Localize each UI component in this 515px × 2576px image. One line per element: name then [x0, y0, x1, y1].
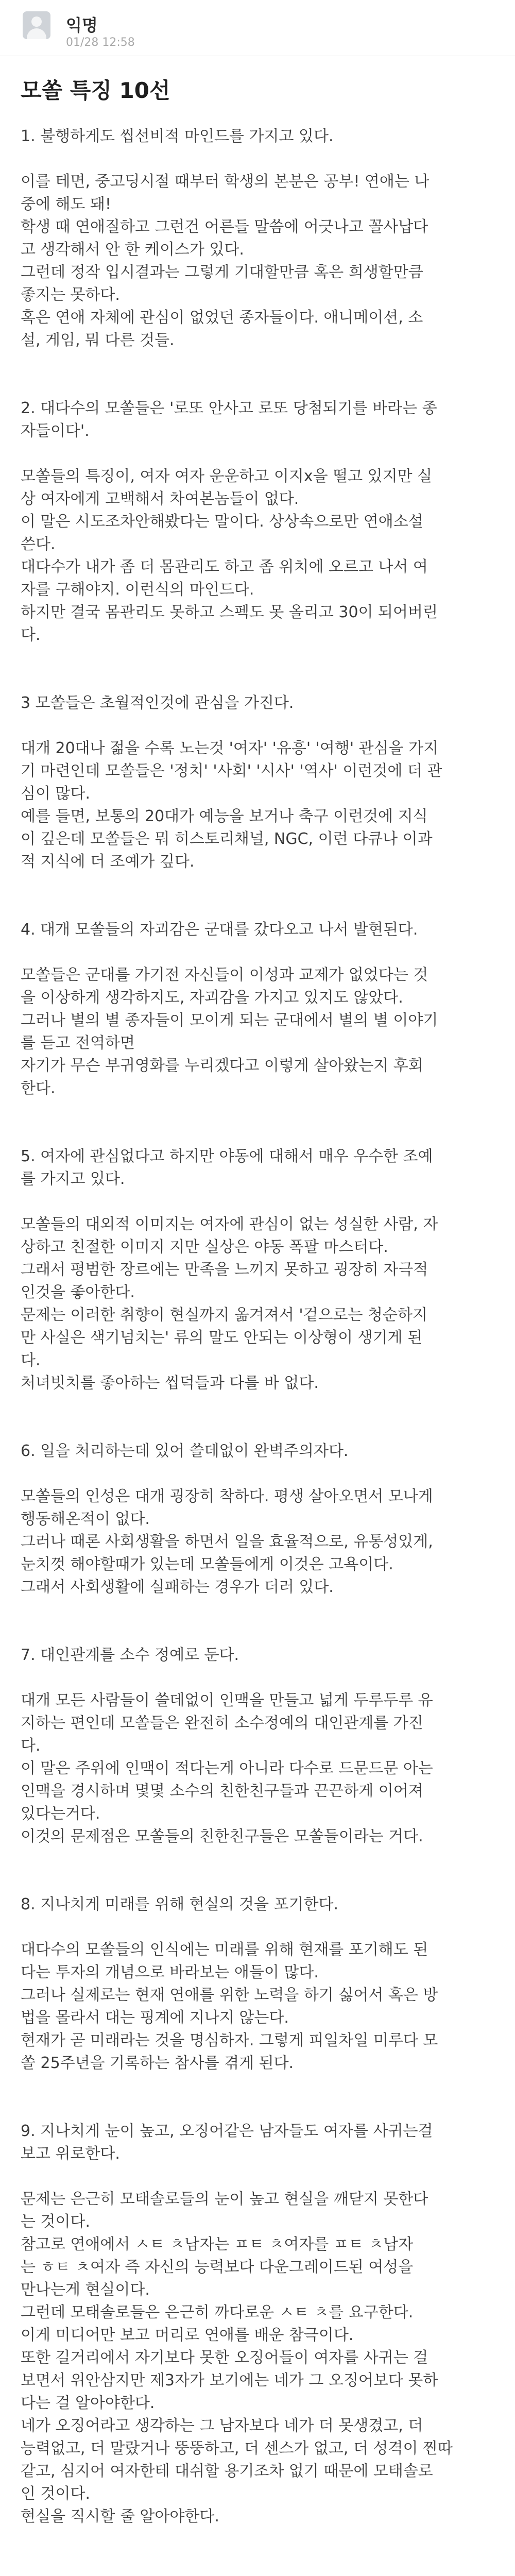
body-text-line: 상하고 친절한 이미지 지만 실상은 야동 폭팔 마스터다. — [21, 1238, 388, 1256]
body-text-line: 좋지는 못하다. — [21, 286, 120, 304]
blank-line — [21, 941, 494, 964]
body-text-line: 2. 대다수의 모쏠들은 '로또 안사고 로또 당첨되기를 바라는 종 — [21, 399, 437, 417]
blank-line — [21, 2165, 494, 2188]
body-text-line: 이 말은 주위에 인맥이 적다는게 아니라 다수로 드문드문 아는 — [21, 1759, 433, 1777]
body-text-line: 5. 여자에 관심없다고 하지만 야동에 대해서 매우 우수한 조예 — [21, 1147, 433, 1165]
body-text-line: 자들이다'. — [21, 422, 90, 440]
body-text-line: 예를 들면, 보통의 20대가 예능을 보거나 축구 이런것에 지식 — [21, 807, 428, 825]
body-text-line: 다. — [21, 626, 41, 644]
body-text-line: 1. 불행하게도 씹선비적 마인드를 가지고 있다. — [21, 127, 334, 145]
avatar-body-shape — [27, 28, 46, 39]
body-text-line: 이를 테면, 중고딩시절 때부터 학생의 본분은 공부! 연애는 나 — [21, 173, 430, 191]
post-title: 모쏠 특징 10선 — [21, 78, 170, 103]
body-text-line: 는 ㅎㅌ ㅊ여자 즉 자신의 능력보다 다운그레이드된 여성을 — [21, 2258, 414, 2276]
blank-line — [21, 1395, 494, 1417]
body-text-line: 현실을 직시할 줄 알아야한다. — [21, 2507, 219, 2526]
blank-line — [21, 352, 494, 375]
body-text-line: 인 것이다. — [21, 2485, 90, 2503]
body-text-line: 대다수가 내가 좀 더 몸관리도 하고 좀 위치에 오르고 나서 여 — [21, 558, 428, 576]
blank-line — [21, 896, 494, 919]
body-text-line: 눈치껏 해야할때가 있는데 모쏠들에게 이것은 고욕이다. — [21, 1555, 393, 1573]
blank-line — [21, 1916, 494, 1939]
blank-line — [21, 148, 494, 171]
body-text-line: 혹은 연애 자체에 관심이 없었던 종자들이다. 애니메이션, 소 — [21, 309, 423, 327]
body-text-line — [21, 2573, 494, 2576]
body-text-line: 문제는 이러한 취향이 현실까지 옮겨져서 '겉으로는 청순하지 — [21, 1306, 427, 1324]
body-text-line: 이것의 문제점은 모쏠들의 친한친구들은 모쏠들이라는 거다. — [21, 1827, 423, 1845]
blank-line — [21, 1463, 494, 1485]
blank-line — [21, 873, 494, 896]
body-text-line: 이 깊은데 모쏠들은 뭐 히스토리채널, NGC, 이런 다큐나 이과 — [21, 830, 433, 848]
body-text-line: 그러나 별의 별 종자들이 모이게 되는 군대에서 별의 별 이야기 — [21, 1011, 438, 1029]
body-text-line: 는 것이다. — [21, 2213, 90, 2231]
body-text-line: 기 마련인데 모쏠들은 '정치' '사회' '시사' '역사' 이런것에 더 관 — [21, 762, 442, 780]
body-text-line: 적 지식에 더 조예가 깊다. — [21, 853, 195, 871]
body-text-line: 현재가 곧 미래라는 것을 명심하자. 그렇게 피일차일 미루다 모 — [21, 2031, 438, 2049]
body-text-line: 보면서 위안삼지만 제3자가 보기에는 네가 그 오징어보다 못하 — [21, 2371, 438, 2389]
body-text-line: 심이 많다. — [21, 785, 90, 803]
post-content — [0, 74, 515, 2576]
body-text-line: 처녀빗치를 좋아하는 씹덕들과 다를 바 없다. — [21, 1374, 319, 1392]
body-text-line: 대개 20대나 젊을 수록 노는것 '여자' '유흥' '여행' 관심을 가지 — [21, 739, 439, 757]
blank-line — [21, 1848, 494, 1871]
blank-line — [21, 2551, 494, 2573]
body-text-line: 이게 미디어만 보고 머리로 연애를 배운 참극이다. — [21, 2326, 354, 2344]
blank-line — [21, 1871, 494, 1893]
blank-line — [21, 375, 494, 397]
body-text-line: 하지만 결국 몸관리도 못하고 스펙도 못 올리고 30이 되어버린 — [21, 603, 438, 621]
body-text-line: 이 말은 시도조차안해봤다는 말이다. 상상속으로만 연애소설 — [21, 513, 423, 531]
post-header — [0, 0, 515, 56]
body-text-line: 대다수의 모쏠들의 인식에는 미래를 위해 현재를 포기해도 된 — [21, 1941, 428, 1959]
avatar — [23, 11, 50, 39]
body-text-line: 를 가지고 있다. — [21, 1170, 125, 1188]
body-text-line: 모쏠들의 특징이, 여자 여자 운운하고 이지x을 떨고 있지만 실 — [21, 467, 433, 485]
post-body — [21, 125, 494, 2576]
blank-line — [21, 1417, 494, 1440]
body-text-line: 학생 때 연애질하고 그런건 어른들 말씀에 어긋나고 꼴사납다 — [21, 218, 428, 236]
body-text-line: 그런데 모태솔로들은 은근히 까다로운 ㅅㅌ ㅊ를 요구한다. — [21, 2303, 414, 2321]
body-text-line: 다. — [21, 1737, 41, 1755]
body-text-line: 보고 위로한다. — [21, 2145, 120, 2163]
body-text-line: 다. — [21, 1351, 41, 1369]
blank-line — [21, 669, 494, 692]
body-text-line: 자를 구해야지. 이런식의 마인드다. — [21, 581, 254, 599]
body-text-line: 만나는게 현실이다. — [21, 2281, 150, 2299]
body-text-line: 고 생각해서 안 한 케이스가 있다. — [21, 241, 244, 259]
body-text-line: 지하는 편인데 모쏠들은 완전히 소수정예의 대인관계를 가진 — [21, 1714, 423, 1732]
post-timestamp: 01/28 12:58 — [66, 36, 135, 49]
body-text-line: 참고로 연애에서 ㅅㅌ ㅊ남자는 ㅍㅌ ㅊ여자를 ㅍㅌ ㅊ남자 — [21, 2235, 414, 2253]
body-text-line: 또한 길거리에서 자기보다 못한 오징어들이 여자를 사귀는 걸 — [21, 2349, 428, 2367]
author-name[interactable]: 익명 — [66, 15, 98, 35]
body-text-line: 8. 지나치게 미래를 위해 현실의 것을 포기한다. — [21, 1895, 339, 1913]
avatar-head-shape — [31, 16, 42, 27]
body-text-line: 능력없고, 더 말랐거나 뚱뚱하고, 더 센스가 없고, 더 성격이 찐따 — [21, 2439, 453, 2458]
body-text-line: 인것을 좋아한다. — [21, 1283, 135, 1301]
body-text-line: 그래서 사회생활에 실패하는 경우가 더러 있다. — [21, 1578, 334, 1596]
body-text-line: 쓴다. — [21, 535, 56, 553]
body-text-line: 3 모쏠들은 초월적인것에 관심을 가진다. — [21, 694, 294, 712]
body-text-line: 한다. — [21, 1079, 56, 1097]
body-text-line: 만 사실은 색기넘치는' 류의 말도 안되는 이상형이 생기게 된 — [21, 1329, 423, 1347]
blank-line — [21, 1123, 494, 1145]
body-text-line: 자기가 무슨 부귀영화를 누리겠다고 이렇게 살아왔는지 후회 — [21, 1057, 423, 1075]
body-text-line: 그런데 정작 입시결과는 그렇게 기대할만큼 혹은 희생할만큼 — [21, 263, 423, 281]
body-text-line: 인맥을 경시하며 몇몇 소수의 친한친구들과 끈끈하게 이어져 — [21, 1782, 423, 1800]
body-text-line: 다는 걸 알아야한다. — [21, 2394, 155, 2412]
blank-line — [21, 2075, 494, 2097]
body-text-line: 그러나 실제로는 현재 연애를 위한 노력을 하기 싫어서 혹은 방 — [21, 1986, 438, 2004]
body-text-line: 6. 일을 처리하는데 있어 쓸데없이 완벽주의자다. — [21, 1442, 349, 1460]
body-text-line: 을 이상하게 생각하지도, 자괴감을 가지고 있지도 않았다. — [21, 989, 403, 1007]
body-text-line: 모쏠들의 대외적 이미지는 여자에 관심이 없는 성실한 사람, 자 — [21, 1215, 438, 1233]
body-text-line: 같고, 심지어 여자한테 대쉬할 용기조차 없기 때문에 모태솔로 — [21, 2462, 433, 2480]
body-text-line: 그러나 때론 사회생활을 하면서 일을 효율적으로, 유통성있게, — [21, 1533, 433, 1551]
body-text-line: 모쏠들의 인성은 대개 굉장히 착하다. 평생 살아오면서 모나게 — [21, 1487, 433, 1505]
body-text-line: 다는 투자의 개념으로 바라보는 애들이 많다. — [21, 1963, 319, 1981]
body-text-line: 를 듣고 전역하면 — [21, 1034, 135, 1052]
body-text-line: 중에 해도 돼! — [21, 195, 111, 213]
blank-line — [21, 647, 494, 669]
body-text-line: 9. 지나치게 눈이 높고, 오징어같은 남자들도 여자를 사귀는걸 — [21, 2122, 433, 2140]
body-text-line: 상 여자에게 고백해서 차여본놈들이 없다. — [21, 490, 299, 508]
blank-line — [21, 2097, 494, 2120]
blank-line — [21, 1191, 494, 1213]
body-text-line: 7. 대인관계를 소수 정예로 둔다. — [21, 1646, 239, 1664]
body-text-line: 설, 게임, 뭐 다른 것들. — [21, 331, 175, 349]
body-text-line: 행동해온적이 없다. — [21, 1510, 150, 1528]
blank-line — [21, 1667, 494, 1689]
body-text-line: 그래서 평범한 장르에는 만족을 느끼지 못하고 굉장히 자극적 — [21, 1261, 428, 1279]
body-text-line: 법을 몰라서 대는 핑계에 지나지 않는다. — [21, 2009, 289, 2027]
blank-line — [21, 1100, 494, 1123]
body-text-line: 대개 모든 사람들이 쓸데없이 인맥을 만들고 넓게 두루두루 유 — [21, 1691, 433, 1709]
body-text-line: 있다는거다. — [21, 1805, 100, 1823]
blank-line — [21, 443, 494, 465]
body-text-line: 4. 대개 모쏠들의 자괴감은 군대를 갔다오고 나서 발현된다. — [21, 921, 418, 939]
blank-line — [21, 1599, 494, 1621]
body-text-line: 모쏠들은 군대를 가기전 자신들이 이성과 교제가 없었다는 것 — [21, 966, 428, 984]
blank-line — [21, 715, 494, 737]
body-text-line: 네가 오징어라고 생각하는 그 남자보다 네가 더 못생겼고, 더 — [21, 2417, 423, 2435]
blank-line — [21, 1621, 494, 1644]
body-text-line: 문제는 은근히 모태솔로들의 눈이 높고 현실을 깨닫지 못한다 — [21, 2190, 428, 2208]
body-text-line: 쏠 25주년을 기록하는 참사를 겪게 된다. — [21, 2054, 294, 2072]
blank-line — [21, 2528, 494, 2551]
